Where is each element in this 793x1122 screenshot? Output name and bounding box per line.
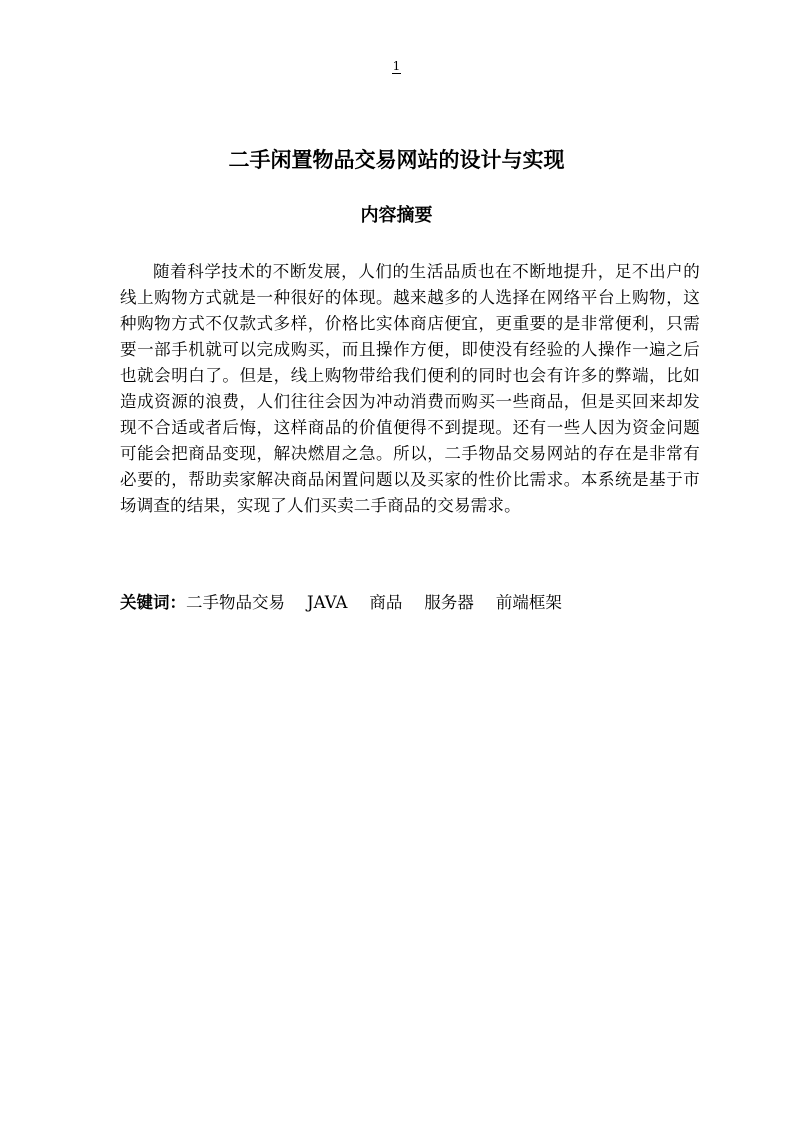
abstract-heading: 内容摘要 — [360, 205, 433, 226]
page-number-value: 1 — [392, 59, 401, 73]
keyword-item: JAVA — [307, 593, 348, 612]
abstract-paragraph: 随着科学技术的不断发展，人们的生活品质也在不断地提升，足不出户的线上购物方式就是一种很好的体现。越来越多的人选择在网络平台上购物，这种购物方式不仅款式多样，价格比实体商店便宜，更重要的是非常便利，只需要一部手机就可以完成购买，而且操作方便，即使没有经验的人操作一遍之后也就会明白了。但是，线上购物带给我们便利的同时也会有许多的弊端，比如造成资源的浪费，人们往往会因为冲动消费而购买一些商品，但是买回来却发现不合适或者后悔，这样商品的价值便得不到提现。还有一些人因为资金问题可能会把商品变现，解决燃眉之急。所以，二手物品交易网站的存在是非常有必要的，帮助卖家解决商品闲置问题以及买家的性价比需求。本系统是基于市场调查的结果，实现了人们买卖二手商品的交易需求。 — [120, 262, 700, 515]
keywords-line — [120, 590, 700, 616]
keywords-label: 关键词： — [120, 593, 186, 612]
keyword-item: 前端框架 — [495, 593, 562, 612]
document-title: 二手闲置物品交易网站的设计与实现 — [228, 148, 565, 172]
keyword-item: 二手物品交易 — [186, 593, 285, 612]
keyword-item: 服务器 — [424, 593, 474, 612]
keyword-item: 商品 — [369, 593, 403, 612]
page-number — [0, 58, 793, 74]
